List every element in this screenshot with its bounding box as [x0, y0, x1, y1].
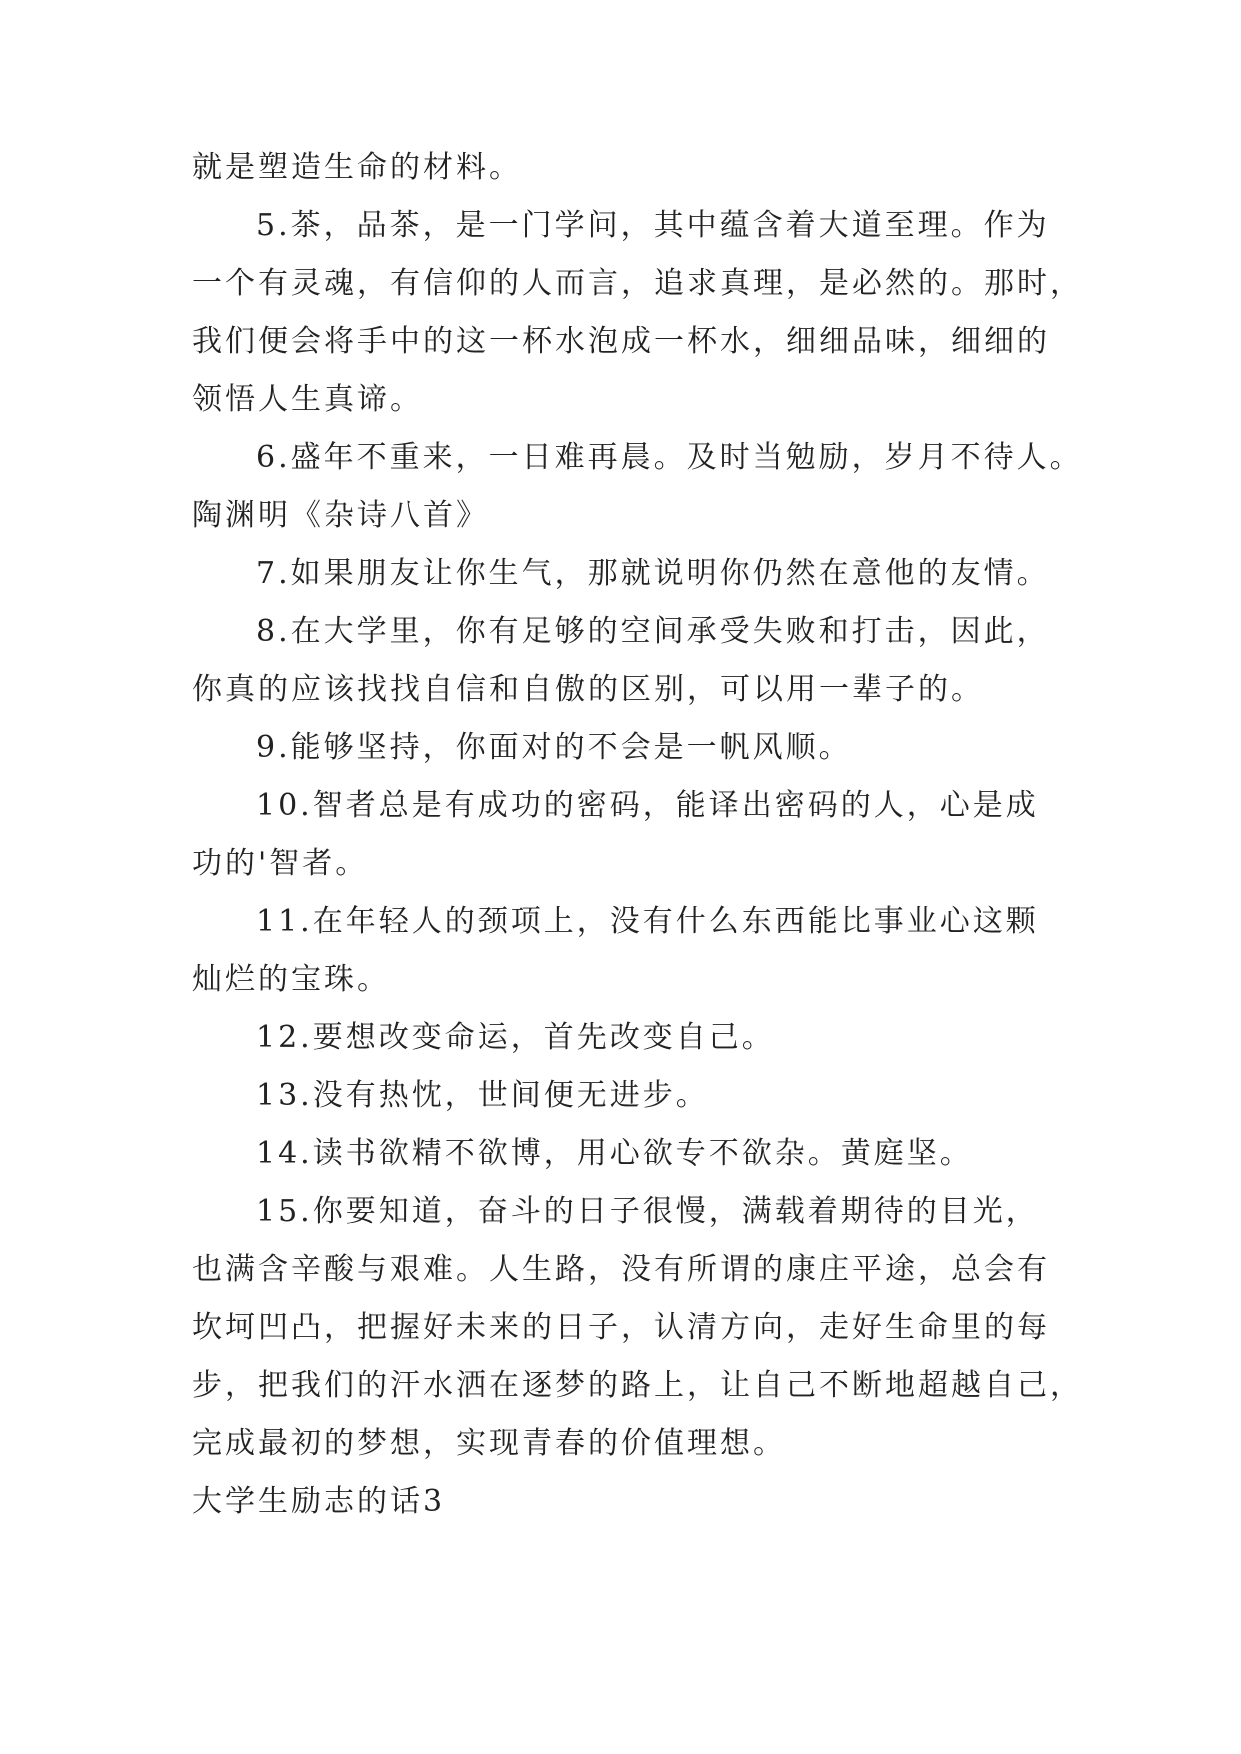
text-line: 就是塑造生命的材料。 — [192, 150, 522, 185]
quote-10-line: 10.智者总是有成功的密码，能译出密码的人，心是成 — [256, 788, 1039, 823]
text-line: 领悟人生真谛。 — [192, 382, 423, 417]
text-line: 功的'智者。 — [192, 846, 369, 881]
text-line: 你真的应该找找自信和自傲的区别，可以用一辈子的。 — [192, 672, 984, 707]
text-line: 一个有灵魂，有信仰的人而言，追求真理，是必然的。那时， — [192, 266, 1083, 301]
quote-12-line: 12.要想改变命运，首先改变自己。 — [256, 1020, 775, 1055]
text-line: 坎坷凹凸，把握好未来的日子，认清方向，走好生命里的每 — [192, 1310, 1050, 1345]
text-line: 我们便会将手中的这一杯水泡成一杯水，细细品味，细细的 — [192, 324, 1050, 359]
quote-11-line: 11.在年轻人的颈项上，没有什么东西能比事业心这颗 — [256, 904, 1039, 939]
quote-7-line: 7.如果朋友让你生气，那就说明你仍然在意他的友情。 — [256, 556, 1050, 591]
quote-13-line: 13.没有热忱，世间便无进步。 — [256, 1078, 709, 1113]
quote-14-line: 14.读书欲精不欲博，用心欲专不欲杂。黄庭坚。 — [256, 1136, 973, 1171]
text-line: 也满含辛酸与艰难。人生路，没有所谓的康庄平途，总会有 — [192, 1252, 1050, 1287]
quote-5-line: 5.茶，品茶，是一门学问，其中蕴含着大道至理。作为 — [256, 208, 1050, 243]
quote-15-line: 15.你要知道，奋斗的日子很慢，满载着期待的目光， — [256, 1194, 1039, 1229]
text-line: 陶渊明《杂诗八首》 — [192, 498, 489, 533]
text-line: 步，把我们的汗水洒在逐梦的路上，让自己不断地超越自己， — [192, 1368, 1083, 1403]
quote-6-line: 6.盛年不重来，一日难再晨。及时当勉励，岁月不待人。 — [256, 440, 1083, 475]
text-line: 灿烂的宝珠。 — [192, 962, 390, 997]
quote-9-line: 9.能够坚持，你面对的不会是一帆风顺。 — [256, 730, 852, 765]
text-line: 完成最初的梦想，实现青春的价值理想。 — [192, 1426, 786, 1461]
quote-8-line: 8.在大学里，你有足够的空间承受失败和打击，因此， — [256, 614, 1050, 649]
section-heading: 大学生励志的话3 — [192, 1484, 446, 1519]
